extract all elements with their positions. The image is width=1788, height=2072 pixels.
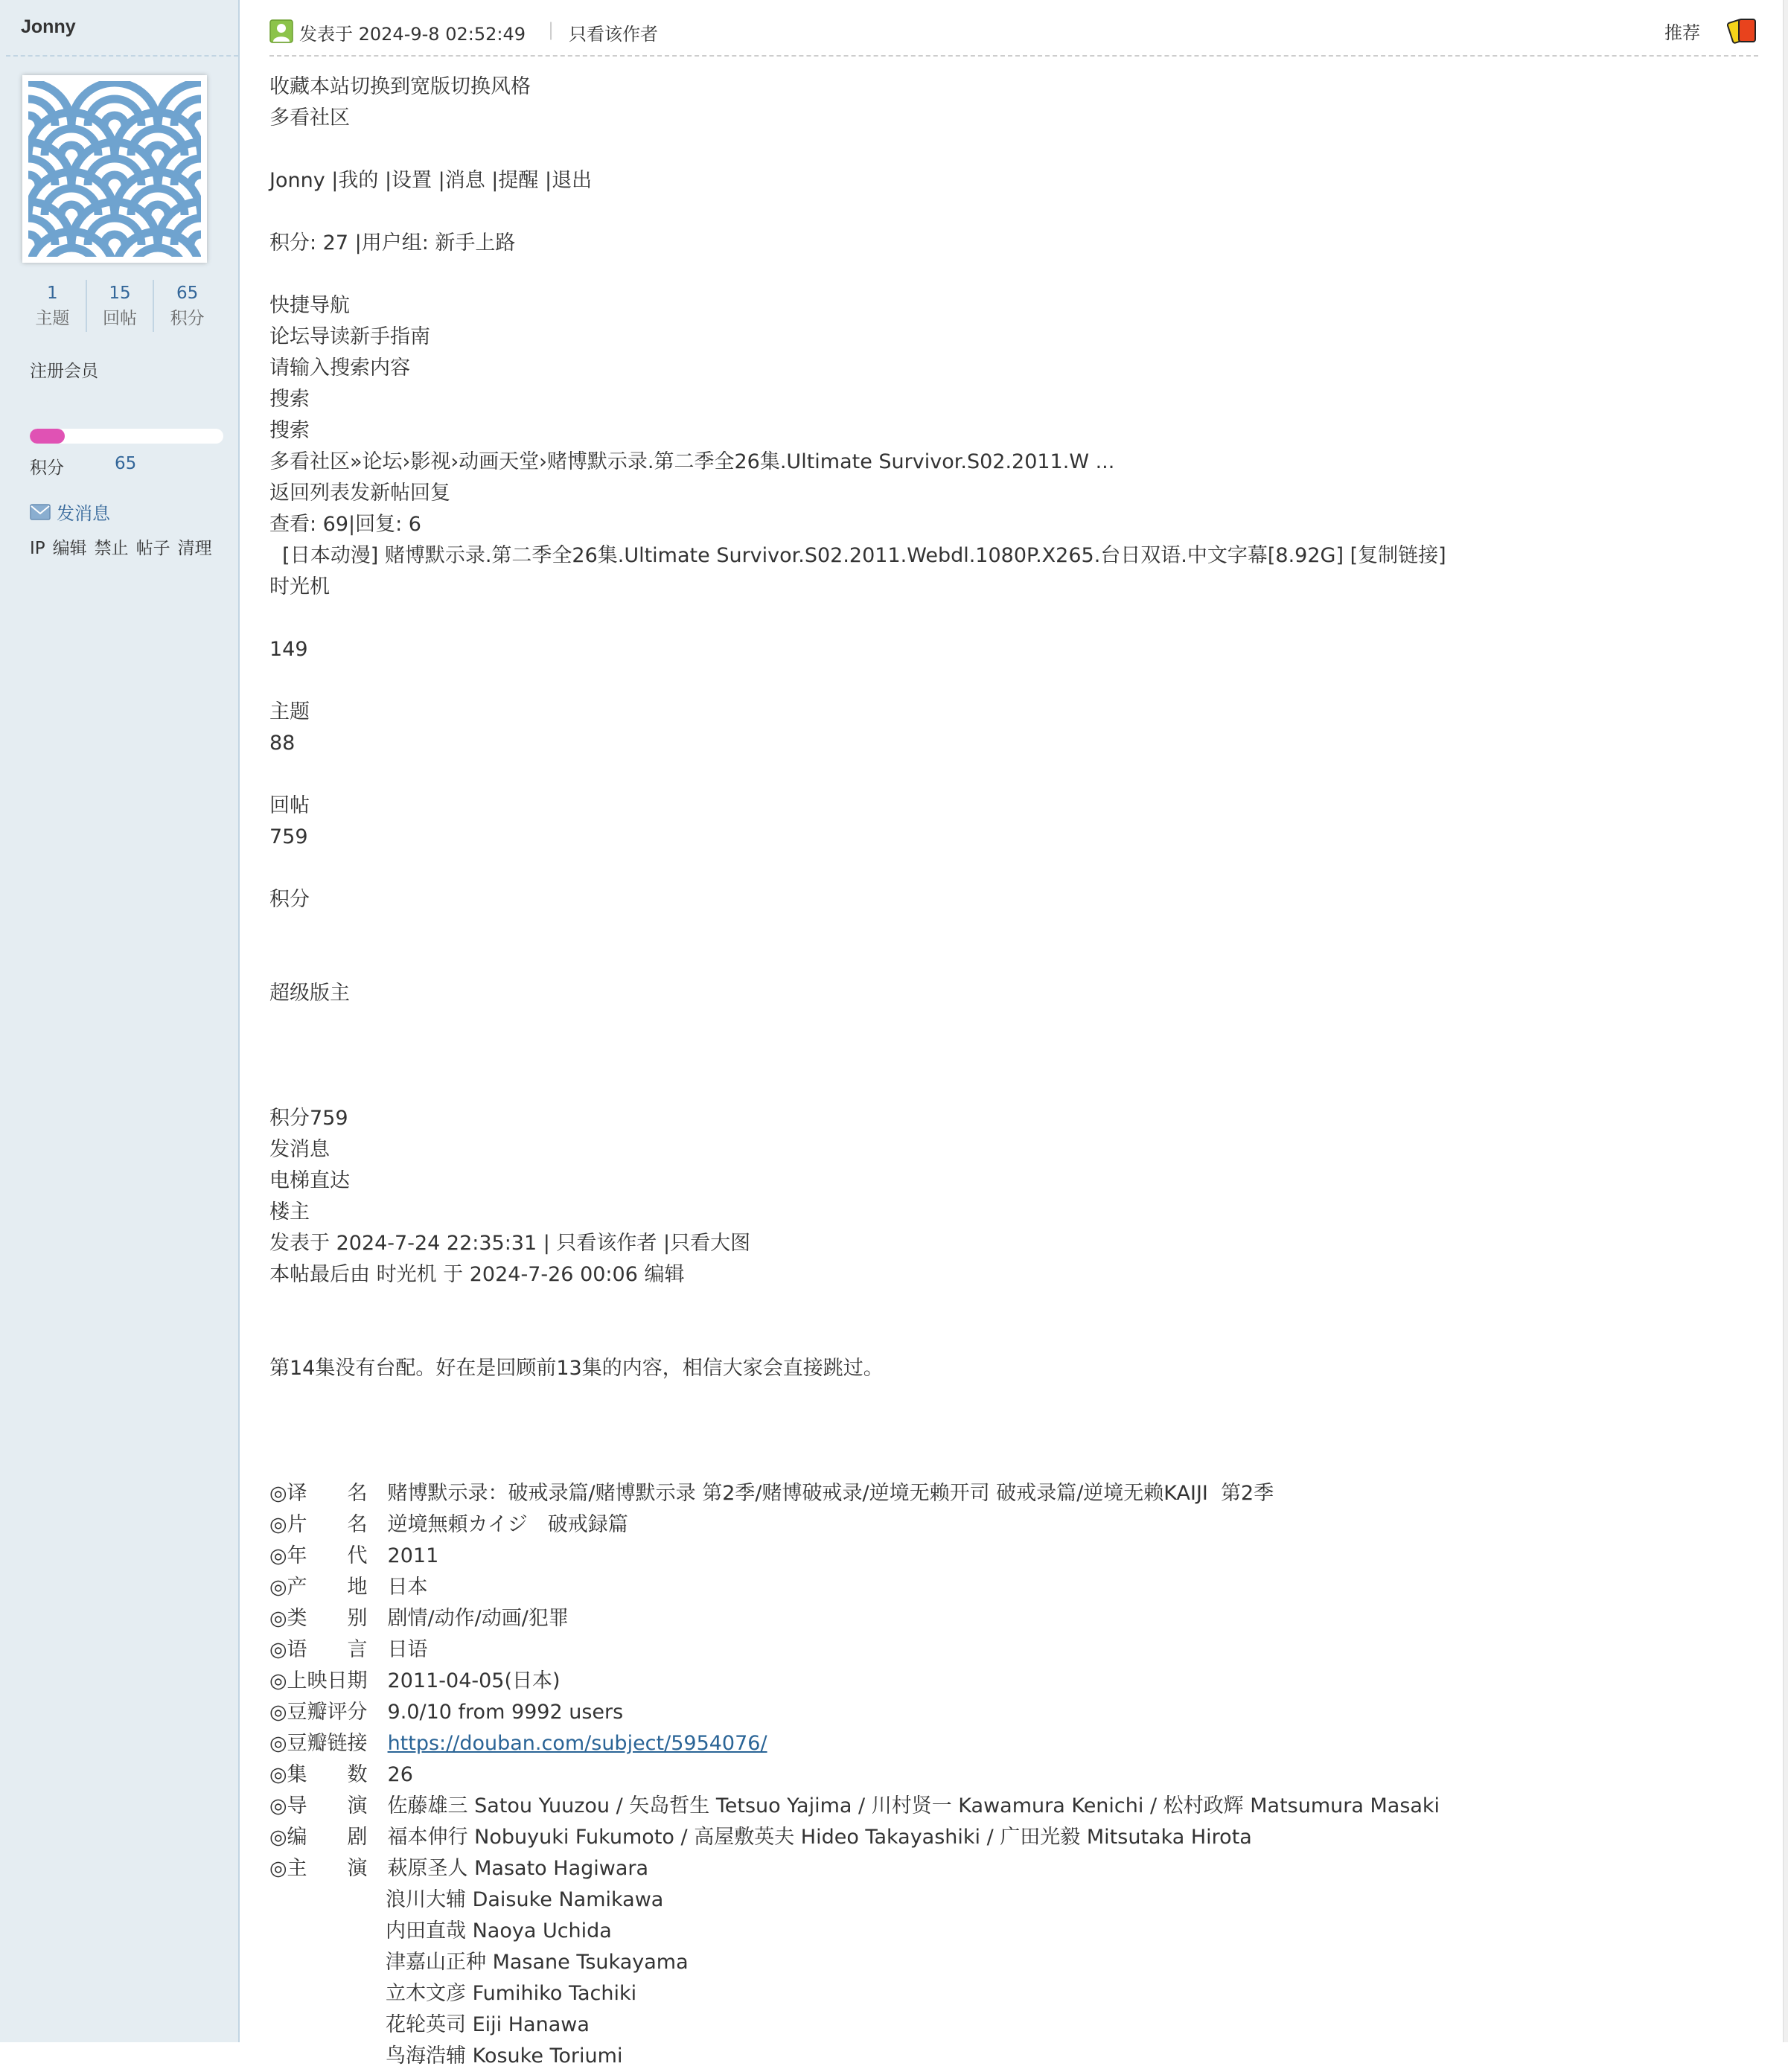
post-line: 返回列表发新帖回复 [269, 482, 450, 505]
post-line: 回帖 [269, 794, 310, 817]
douban-link-label: ◎豆瓣链接 [269, 1732, 388, 1755]
cast-line [269, 1947, 1758, 1978]
post-line: ◎上映日期 2011-04-05(日本) [269, 1669, 561, 1692]
post-line: 请输入搜索内容 [269, 356, 410, 380]
post-line: 查看: 69|回复: 6 [269, 513, 421, 536]
recommend-link[interactable]: 推荐 [1664, 22, 1700, 43]
cast-line [269, 1884, 1758, 1916]
post-line [269, 947, 1758, 978]
post-line [269, 603, 1758, 634]
stat-value[interactable]: 65 [176, 284, 199, 303]
mod-link-ban[interactable]: 禁止 [94, 539, 129, 558]
send-message-label[interactable]: 发消息 [57, 503, 110, 524]
stat-points[interactable] [153, 280, 220, 332]
cast-member: 内田直哉 Naoya Uchida [386, 1919, 612, 1942]
cast-line [269, 1916, 1758, 1947]
stat-label: 积分 [170, 309, 205, 328]
envelope-icon [30, 504, 51, 520]
points-label: 积分 [30, 458, 64, 478]
cast-member: 花轮英司 Eiji Hanawa [386, 2013, 590, 2036]
post-line [269, 1291, 1758, 1322]
post-line [269, 259, 1758, 290]
post-line: 主题 [269, 700, 310, 723]
post-line [269, 759, 1758, 790]
cast-line [269, 1978, 1758, 2009]
scrollbar[interactable] [1783, 0, 1788, 2042]
post-line: 积分759 [269, 1107, 348, 1130]
douban-link[interactable]: https://douban.com/subject/5954076/ [387, 1732, 767, 1755]
post-line: ◎主 演 萩原圣人 Masato Hagiwara [269, 1857, 649, 1880]
post-line: ◎导 演 佐藤雄三 Satou Yuuzou / 矢岛哲生 Tetsuo Yajima / 川村贤一 Kawamura Kenichi / 松村政辉 Matsumura Masaki [269, 1794, 1440, 1817]
send-message-link[interactable] [30, 499, 110, 525]
post-line: [日本动漫] 赌博默示录.第二季全26集.Ultimate Survivor.S02.2011.Webdl.1080P.X265.台日双语.中文字幕[8.92G] [复制链接] [269, 544, 1446, 567]
cast-member: 浪川大辅 Daisuke Namikawa [386, 1888, 664, 1911]
stat-value[interactable]: 15 [109, 284, 131, 303]
post-line: ◎产 地 日本 [269, 1576, 428, 1599]
post-line: ◎语 言 日语 [269, 1638, 428, 1661]
avatar-wave-pattern-icon [28, 81, 201, 257]
post-line: 论坛导读新手指南 [269, 325, 430, 348]
stat-label: 回帖 [103, 309, 137, 328]
post-line: Jonny |我的 |设置 |消息 |提醒 |退出 [269, 169, 593, 192]
user-online-icon [269, 19, 293, 43]
user-group[interactable]: 注册会员 [30, 362, 98, 381]
post-line [269, 1040, 1758, 1072]
post-line: 搜索 [269, 419, 310, 442]
mod-link-edit[interactable]: 编辑 [52, 539, 87, 558]
post-line: ◎译 名 赌博默示录：破戒录篇/赌博默示录 第2季/赌博破戒录/逆境无赖开司 破戒录篇/逆境无赖KAIJI 第2季 [269, 1482, 1274, 1505]
post-line [269, 1447, 1758, 1478]
cast-member: 鸟海浩辅 Kosuke Toriumi [386, 2044, 623, 2068]
only-author-link[interactable]: 只看该作者 [569, 24, 658, 45]
post-line: 多看社区»论坛›影视›动画天堂›赌博默示录.第二季全26集.Ultimate Survivor.S02.2011.W ... [269, 450, 1115, 473]
stat-label: 主题 [35, 309, 70, 328]
post-line: 快捷导航 [269, 294, 350, 317]
level-progress-bar [30, 429, 223, 444]
post-line: ◎豆瓣评分 9.0/10 from 9992 users [269, 1701, 624, 1724]
cast-line [269, 2041, 1758, 2072]
header-separator: | [548, 19, 555, 40]
post-line: ◎编 剧 福本伸行 Nobuyuki Fukumoto / 高屋敷英夫 Hideo Takayashiki / 广田光毅 Mitsutaka Hirota [269, 1826, 1252, 1849]
level-progress-fill [30, 429, 65, 444]
post-line: ◎类 别 剧情/动作/动画/犯罪 [269, 1607, 569, 1630]
avatar[interactable] [22, 75, 207, 263]
recommend-cards-icon[interactable] [1727, 15, 1758, 46]
mod-link-clean[interactable]: 清理 [177, 539, 212, 558]
points-row [30, 454, 137, 479]
post-line: 时光机 [269, 575, 330, 598]
cast-line [269, 2009, 1758, 2041]
post-line [269, 196, 1758, 228]
post-line: ◎片 名 逆境無頼カイジ 破戒録篇 [269, 1513, 628, 1536]
mod-link-posts[interactable]: 帖子 [135, 539, 170, 558]
post-line: 本帖最后由 时光机 于 2024-7-26 00:06 编辑 [269, 1263, 685, 1286]
post-content [269, 71, 1758, 2072]
stat-value[interactable]: 1 [47, 284, 58, 303]
post-line: ◎集 数 26 [269, 1763, 413, 1786]
post-area [240, 0, 1788, 2068]
post-timestamp: 发表于 2024-9-8 02:52:49 [299, 24, 526, 45]
post-line [269, 853, 1758, 884]
stat-replies[interactable] [86, 280, 153, 332]
points-value: 65 [115, 454, 137, 473]
post-line: 搜索 [269, 388, 310, 411]
post-line: 759 [269, 825, 308, 848]
post-line: 发消息 [269, 1138, 330, 1161]
post-line: 发表于 2024-7-24 22:35:31 | 只看该作者 |只看大图 [269, 1232, 751, 1255]
moderation-links [30, 534, 212, 559]
mod-link-ip[interactable]: IP [30, 539, 45, 558]
post-line: 楼主 [269, 1200, 310, 1224]
post-line [269, 665, 1758, 697]
sidebar-divider [6, 55, 238, 57]
moon-rank-icon [33, 394, 52, 417]
post-line: 积分 [269, 888, 310, 911]
post-line [269, 1728, 1758, 1759]
cast-member: 津嘉山正种 Masane Tsukayama [386, 1951, 689, 1974]
post-line: 第14集没有台配。好在是回顾前13集的内容，相信大家会直接跳过。 [269, 1357, 884, 1380]
post-line: 电梯直达 [269, 1169, 350, 1192]
post-line [269, 1384, 1758, 1416]
author-username[interactable]: Jonny [21, 16, 76, 37]
post-line [269, 915, 1758, 947]
post-line: 收藏本站切换到宽版切换风格 [269, 75, 531, 98]
post-line: 超级版主 [269, 982, 350, 1005]
post-line: 多看社区 [269, 106, 350, 130]
author-sidebar [0, 0, 240, 2042]
post-line [269, 1322, 1758, 1353]
post-line: 149 [269, 638, 308, 661]
post-line [269, 1009, 1758, 1040]
post-line [269, 134, 1758, 165]
post-line [269, 1072, 1758, 1103]
post-header [269, 15, 1758, 57]
post-line: 88 [269, 732, 296, 755]
post-line [269, 1416, 1758, 1447]
post-line: ◎年 代 2011 [269, 1544, 439, 1567]
cast-member: 立木文彦 Fumihiko Tachiki [386, 1982, 637, 2005]
author-stats [19, 280, 220, 332]
stat-threads[interactable] [19, 280, 86, 332]
post-line: 积分: 27 |用户组: 新手上路 [269, 231, 516, 255]
